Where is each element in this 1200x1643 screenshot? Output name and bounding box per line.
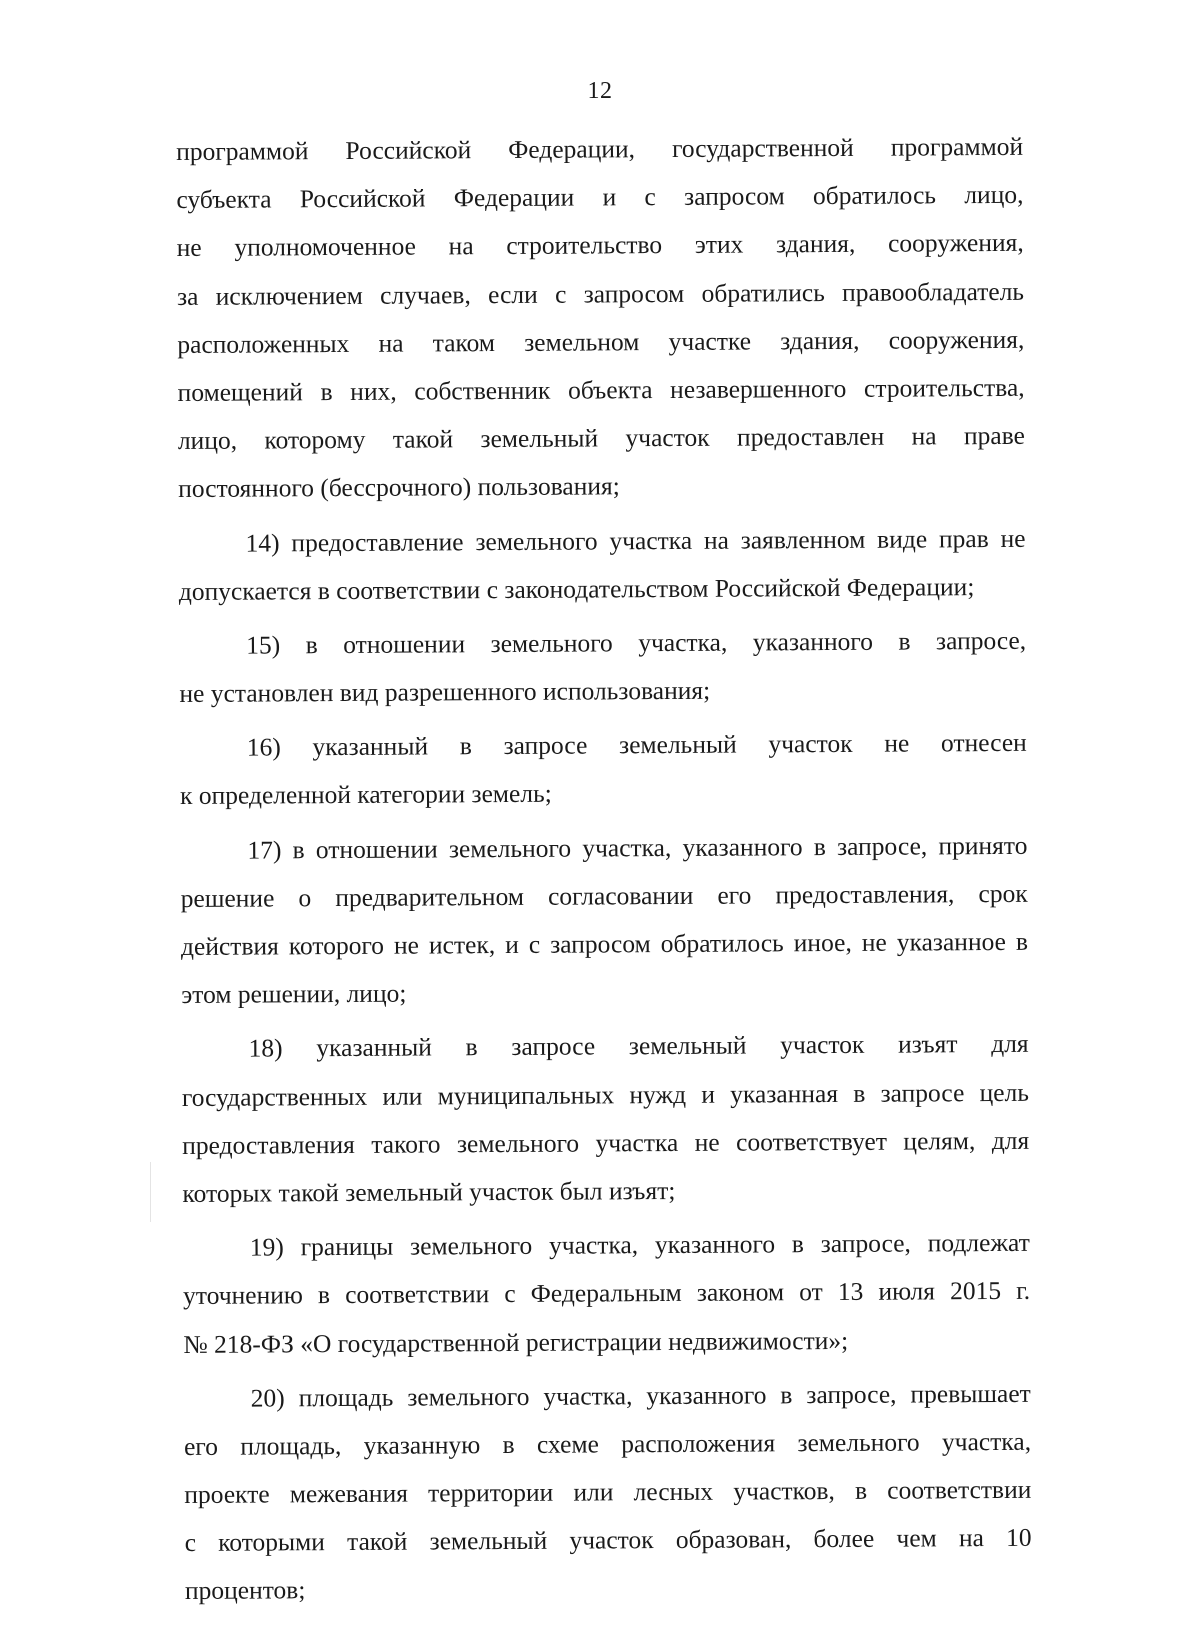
text-line: его площадь, указанную в схеме расположения земельного участка, xyxy=(183,1426,1032,1461)
text-line: к определенной категории земель; xyxy=(179,779,552,811)
text-line: лицо, которому такой земельный участок предоставлен на праве xyxy=(177,420,1025,456)
text-line: процентов; xyxy=(184,1575,306,1606)
text-line: расположенных на таком земельном участке здания, сооружения, xyxy=(177,324,1025,359)
text-line: государственных или муниципальных нужд и указанная в запросе цель xyxy=(181,1077,1029,1112)
text-line: не уполномоченное на строительство этих здания, сооружения, xyxy=(176,228,1024,263)
text-line: с которыми такой земельный участок образован, более чем на 10 xyxy=(184,1523,1032,1558)
text-line: 18) указанный в запросе земельный участок изъят для xyxy=(248,1029,1029,1063)
text-line: 16) указанный в запросе земельный участок не отнесен xyxy=(246,728,1027,762)
text-line: действия которого не истек, и с запросом обратилось иное, не указанное в xyxy=(180,926,1029,961)
text-line: не установлен вид разрешенного использования; xyxy=(179,675,711,709)
text-line: предоставления такого земельного участка не соответствует целям, для xyxy=(182,1125,1030,1160)
text-line: этом решении, лицо; xyxy=(181,978,407,1010)
text-line: которых такой земельный участок был изъят; xyxy=(182,1175,676,1208)
text-line: программой Российской Федерации, государственной программой xyxy=(176,131,1024,166)
text-line: решение о предварительном согласовании его предоставления, срок xyxy=(180,878,1028,913)
text-line: постоянного (бессрочного) пользования; xyxy=(178,471,620,504)
text-line: 14) предоставление земельного участка на заявленном виде прав не xyxy=(245,523,1026,558)
text-line: субъекта Российской Федерации и с запросом обратилось лицо, xyxy=(176,180,1024,215)
text-line: проекте межевания территории или лесных участков, в соответствии xyxy=(184,1474,1032,1510)
text-line: за исключением случаев, если с запросом обратились правообладатель xyxy=(176,276,1025,311)
page-number: 12 xyxy=(587,78,613,104)
text-line: допускается в соответствии с законодательством Российской Федерации; xyxy=(178,571,975,606)
text-line: уточнению в соответствии с Федеральным законом от 13 июля 2015 г. xyxy=(183,1276,1031,1311)
text-line: 17) в отношении земельного участка, указанного в запросе, принято xyxy=(247,830,1028,865)
text-line: 20) площадь земельного участка, указанного в запросе, превышает xyxy=(250,1378,1031,1413)
text-line: 19) границы земельного участка, указанного в запросе, подлежат xyxy=(249,1227,1030,1262)
scan-artifact xyxy=(150,1162,151,1222)
document-body xyxy=(176,123,1032,1616)
text-line: № 218-ФЗ «О государственной регистрации недвижимости»; xyxy=(183,1325,849,1359)
text-line: помещений в них, собственник объекта незавершенного строительства, xyxy=(177,372,1025,407)
text-line: 15) в отношении земельного участка, указанного в запросе, xyxy=(246,625,1027,660)
